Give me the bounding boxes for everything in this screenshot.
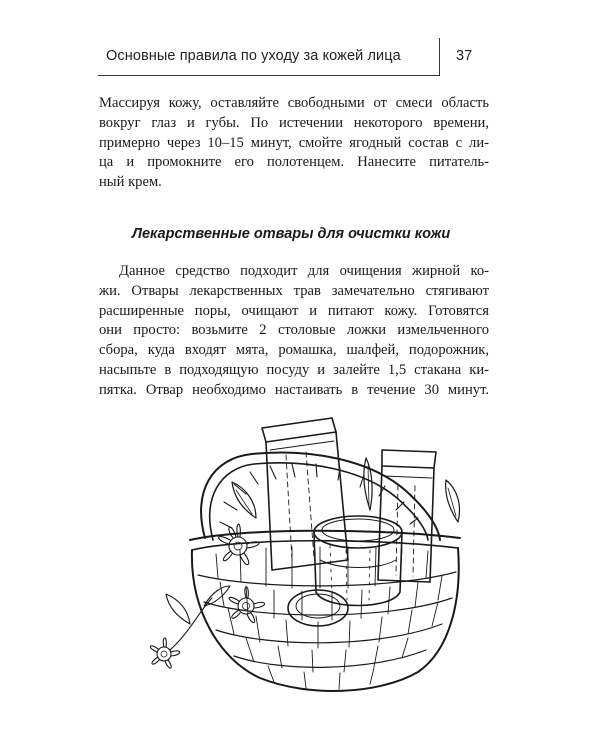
paragraph-line: Массируя кожу, оставляйте свободными от смеси область — [99, 95, 489, 111]
running-title: Основные правила по уходу за кожей лица — [106, 48, 401, 64]
section-heading: Лекарственные отвары для очистки кожи — [132, 226, 451, 242]
paragraph-line: примерно через 10–15 минут, смойте ягодный состав с ли- — [99, 134, 489, 151]
cream-jar-icon — [314, 516, 402, 606]
paragraph-line: вокруг глаз и губы. По истечении некоторого времени, — [99, 114, 489, 131]
paragraph-line: сбора, куда входят мята, ромашка, шалфей, подорожник, — [99, 342, 489, 359]
paragraph-line: ный крем. — [99, 174, 162, 191]
page-number: 37 — [456, 48, 473, 64]
chamomile-flower-icon — [150, 524, 264, 668]
paragraph-line: Данное средство подходит для очищения жирной ко- — [119, 263, 489, 279]
paragraph-line: насыпьте в подходящую посуду и залейте 1,5 стакана ки- — [99, 361, 489, 378]
paragraph-line: они просто: возьмите 2 столовые ложки измельченного — [99, 322, 489, 339]
page-header — [98, 38, 490, 76]
tube-icon — [262, 418, 348, 570]
paragraph-line: расширенные поры, очищают и питают кожу. Готовятся — [99, 302, 489, 319]
paragraph-line: пятка. Отвар необходимо настаивать в течение 30 минут. — [99, 381, 489, 398]
header-rule — [98, 75, 439, 76]
paragraph-line: жи. Отвары лекарственных трав замечательно стягивают — [99, 282, 489, 299]
basket-illustration — [120, 410, 480, 710]
paragraph-1 — [99, 94, 489, 193]
header-divider — [439, 38, 440, 76]
paragraph-2 — [99, 262, 489, 401]
paragraph-line: ца и промокните его полотенцем. Нанесите питатель- — [99, 154, 489, 171]
basket-body-icon — [190, 531, 460, 691]
